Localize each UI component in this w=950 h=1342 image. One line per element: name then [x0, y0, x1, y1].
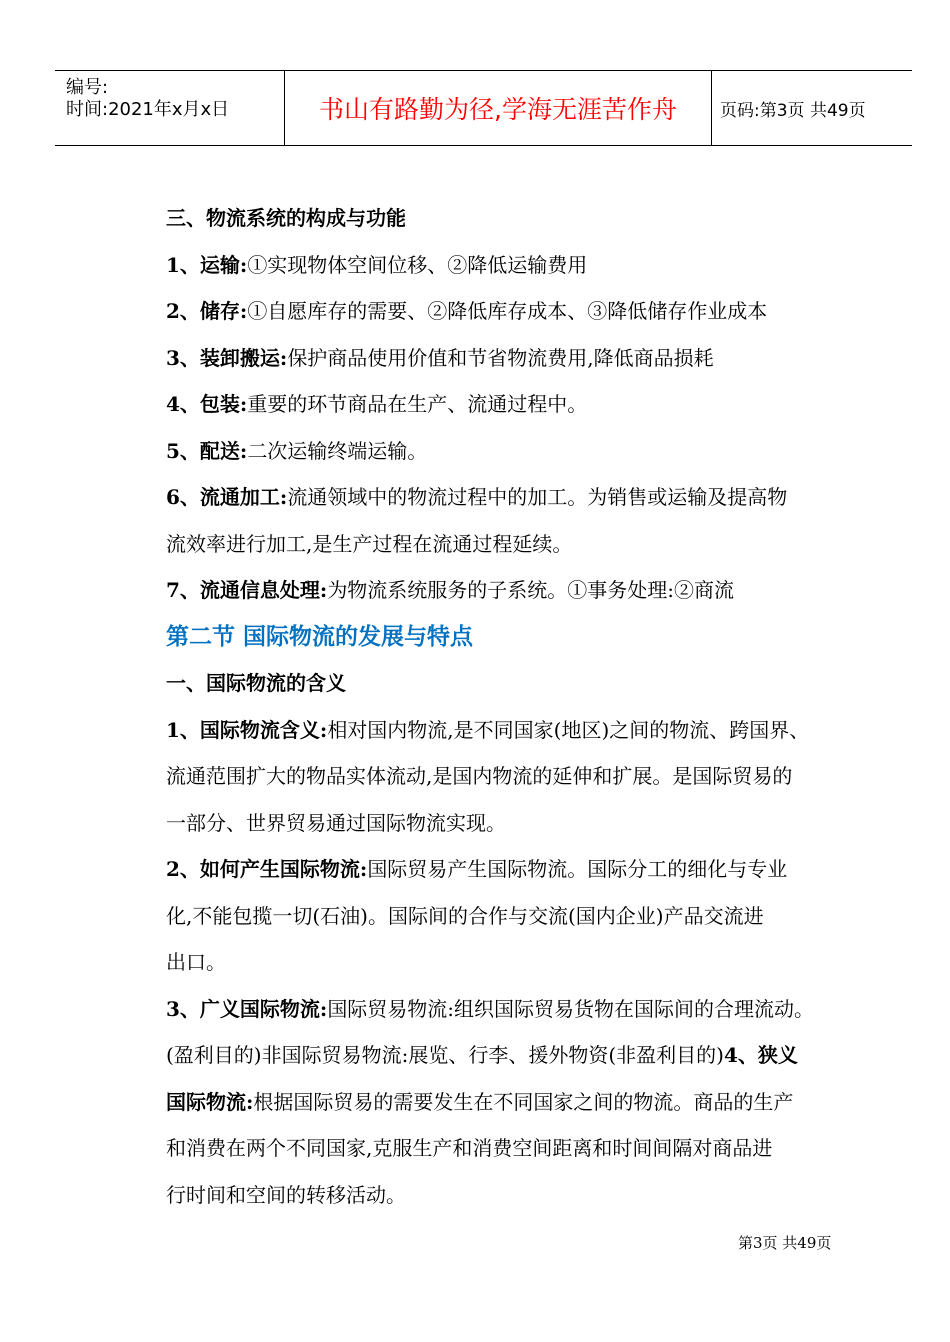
text-line: [166, 986, 866, 1033]
bold-term: 2、如何产生国际物流:: [166, 857, 368, 881]
text-line: [166, 335, 866, 382]
bold-term: 3、广义国际物流:: [166, 996, 328, 1021]
body-text: 为物流系统服务的子系统。①事务处理:②商流: [327, 578, 735, 602]
page-footer: 第3页 共49页: [738, 1234, 832, 1252]
body-text: 流通范围扩大的物品实体流动,是国内物流的延伸和扩展。是国际贸易的: [166, 764, 793, 788]
body-text: (盈利目的)非国际贸易物流:展览、行李、援外物资(非盈利目的): [166, 1043, 724, 1067]
text-line: [166, 660, 866, 707]
body-text: 一部分、世界贸易通过国际物流实现。: [166, 810, 506, 835]
text-line: [166, 800, 866, 847]
section-title: 第二节 国际物流的发展与特点: [166, 622, 474, 650]
text-line: [166, 195, 866, 242]
bold-term: 国际物流:: [166, 1089, 254, 1114]
text-line: [166, 1032, 866, 1079]
text-line: [166, 846, 866, 893]
bold-term: 一、国际物流的含义: [166, 671, 346, 695]
text-line: [166, 753, 866, 800]
text-line: [166, 893, 866, 940]
bold-term: 1、运输:: [166, 252, 248, 277]
body-text: 保护商品使用价值和节省物流费用,降低商品损耗: [287, 345, 714, 370]
header-table: [55, 70, 912, 146]
document-number-label: 编号:: [66, 77, 109, 98]
bold-term: 三、物流系统的构成与功能: [166, 206, 406, 230]
text-line: [166, 939, 866, 986]
text-line: [166, 521, 866, 568]
bold-term: 7、流通信息处理:: [166, 578, 328, 602]
header-motto: 书山有路勤为径,学海无涯苦作舟: [284, 71, 712, 145]
text-line: [166, 1125, 866, 1172]
body-text: 出口。: [166, 950, 226, 974]
text-line: [166, 474, 866, 521]
text-line: [166, 242, 866, 289]
body-text: 国际贸易物流:组织国际贸易货物在国际间的合理流动。: [327, 996, 815, 1021]
body-text: 行时间和空间的转移活动。: [166, 1182, 406, 1207]
text-line: [166, 567, 866, 614]
bold-term: 1、国际物流含义:: [166, 717, 328, 742]
bold-term: 4、包装:: [166, 392, 248, 416]
section-heading: [166, 614, 866, 661]
header-page-info: 页码:第3页 共49页: [720, 100, 866, 121]
body-text: 相对国内物流,是不同国家(地区)之间的物流、跨国界、: [327, 717, 810, 742]
text-line: [166, 707, 866, 754]
bold-term: 2、储存:: [166, 299, 248, 323]
body-text: 根据国际贸易的需要发生在不同国家之间的物流。商品的生产: [253, 1089, 794, 1114]
bold-term: 6、流通加工:: [166, 485, 288, 509]
bold-term: 4、狭义: [723, 1043, 798, 1067]
body-text: 重要的环节商品在生产、流通过程中。: [247, 392, 588, 416]
bold-term: 3、装卸搬运:: [166, 345, 288, 370]
body-text: 流通领域中的物流过程中的加工。为销售或运输及提高物: [287, 485, 788, 509]
bold-term: 5、配送:: [166, 438, 248, 463]
text-line: [166, 381, 866, 428]
text-line: [166, 1172, 866, 1219]
body-text: 二次运输终端运输。: [247, 438, 428, 463]
body-text: 化,不能包揽一切(石油)。国际间的合作与交流(国内企业)产品交流进: [166, 903, 764, 928]
body-text: ①实现物体空间位移、②降低运输费用: [247, 252, 588, 277]
body-text: 国际贸易产生国际物流。国际分工的细化与专业: [367, 857, 788, 881]
body-text: ①自愿库存的需要、②降低库存成本、③降低储存作业成本: [247, 299, 768, 323]
text-line: [166, 428, 866, 475]
document-body: [166, 195, 866, 1218]
text-line: [166, 1079, 866, 1126]
text-line: [166, 288, 866, 335]
header-meta: [55, 71, 284, 145]
document-time-label: 时间:2021年x月x日: [66, 99, 230, 120]
body-text: 和消费在两个不同国家,克服生产和消费空间距离和时间间隔对商品进: [166, 1136, 773, 1160]
body-text: 流效率进行加工,是生产过程在流通过程延续。: [166, 531, 573, 556]
